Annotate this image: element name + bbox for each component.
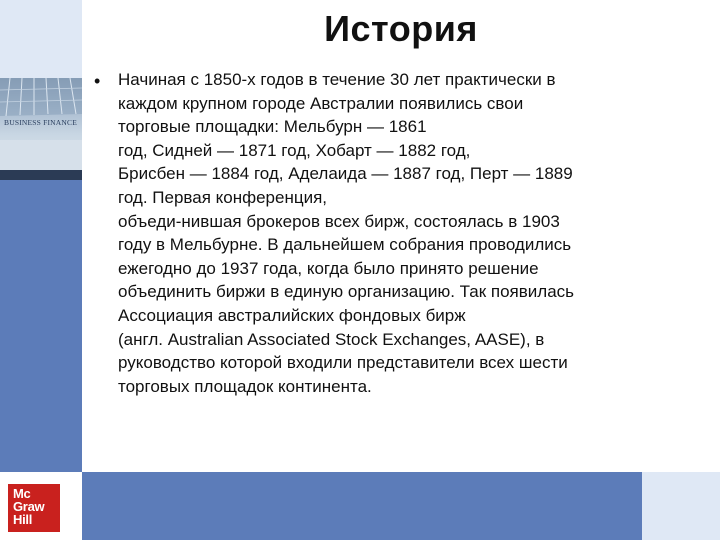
top-left-accent-block xyxy=(0,0,82,78)
body-line: ежегодно до 1937 года, когда было принято решение xyxy=(118,258,539,278)
body-line: торговых площадок континента. xyxy=(118,376,372,396)
body-line: Начиная с 1850-х годов в течение 30 лет практически в xyxy=(118,70,556,89)
body-line: руководство которой входили представители всех шести xyxy=(118,353,568,373)
logo-line: Mc xyxy=(13,486,31,501)
book-cover-image xyxy=(0,78,82,180)
body-line: торговые площадки: Мельбурн — 1861 xyxy=(118,117,427,137)
bullet-marker: • xyxy=(94,71,101,91)
body-line: год, Сидней — 1871 год, Хобарт — 1882 год, xyxy=(118,140,471,160)
book-bottom-strip xyxy=(0,170,82,180)
body-line: год. Первая конференция, xyxy=(118,187,327,207)
mcgraw-hill-logo xyxy=(8,484,60,532)
book-title: BUSINESS FINANCE xyxy=(4,118,78,127)
body-line: каждом крупном городе Австралии появились свои xyxy=(118,93,524,113)
body-line: объеди-нившая брокеров всех бирж, состоялась в 1903 xyxy=(118,211,560,231)
body-line: Брисбен — 1884 год, Аделаида — 1887 год, Перт — 1889 xyxy=(118,164,573,184)
bottom-blue-band xyxy=(82,472,642,540)
logo-line: Graw xyxy=(13,499,45,514)
book-cover-building-graphic xyxy=(0,78,82,180)
body-line: году в Мельбурне. В дальнейшем собрания проводились xyxy=(118,235,572,255)
body-line: объединить биржи в единую организацию. Так появилась xyxy=(118,282,575,302)
slide-body xyxy=(118,68,708,398)
logo-line: Hill xyxy=(13,512,33,527)
bottom-right-accent-block xyxy=(642,472,720,540)
body-line: Ассоциация австралийских фондовых бирж xyxy=(118,305,466,325)
left-blue-band xyxy=(0,180,82,472)
body-line: (англ. Australian Associated Stock Exchanges, AASE), в xyxy=(118,329,545,349)
slide-title: История xyxy=(324,8,478,49)
